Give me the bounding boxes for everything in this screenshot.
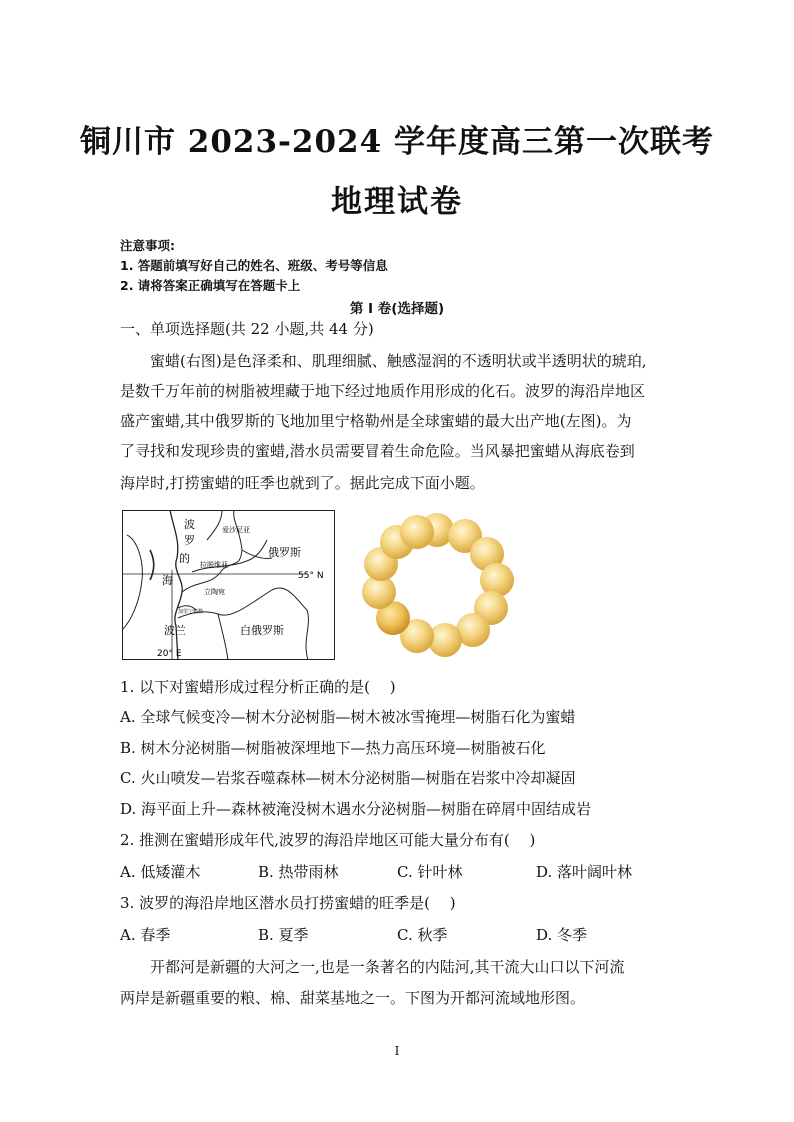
amber-bracelet-photo (345, 510, 530, 660)
map-label-sea: 波 (184, 518, 195, 531)
passage-line: 是数千万年前的树脂被埋藏于地下经过地质作用形成的化石。波罗的海沿岸地区 (120, 382, 646, 400)
map-label-russia: 俄罗斯 (268, 546, 301, 559)
question-option: B. 热带雨林 (258, 863, 339, 881)
question-option: C. 针叶林 (397, 863, 463, 881)
passage-line: 开都河是新疆的大河之一,也是一条著名的内陆河,其干流大山口以下河流 (120, 958, 625, 976)
map-label-poland: 波兰 (164, 624, 186, 637)
question-option: C. 秋季 (397, 926, 448, 944)
map-label-latvia: 拉脱维亚 (200, 561, 228, 569)
baltic-region-map (122, 510, 335, 660)
volume-heading: 第 I 卷(选择题) (349, 301, 445, 317)
passage-line: 了寻找和发现珍贵的蜜蜡,潜水员需要冒着生命危险。当风暴把蜜蜡从海底卷到 (120, 442, 635, 460)
map-label-sea: 海 (162, 574, 173, 587)
exam-subtitle: 地理试卷 (331, 184, 463, 220)
passage-line: 海岸时,打捞蜜蜡的旺季也就到了。据此完成下面小题。 (120, 474, 485, 492)
question-stem: 1. 以下对蜜蜡形成过程分析正确的是( ) (120, 678, 396, 696)
question-option: A. 春季 (120, 926, 171, 944)
passage-line: 两岸是新疆重要的粮、棉、甜菜基地之一。下图为开都河流域地形图。 (120, 989, 586, 1007)
notes-item: 1. 答题前填写好自己的姓名、班级、考号等信息 (120, 258, 388, 273)
section-heading: 一、单项选择题(共 22 小题,共 44 分) (120, 320, 374, 338)
map-label-longitude: 20° E (157, 649, 182, 659)
map-label-estonia: 爱沙尼亚 (222, 526, 250, 534)
notes-heading: 注意事项: (120, 238, 175, 253)
question-option: C. 火山喷发—岩浆吞噬森林—树木分泌树脂—树脂在岩浆中冷却凝固 (120, 769, 576, 787)
map-label-belarus: 白俄罗斯 (240, 624, 284, 637)
question-option: B. 夏季 (258, 926, 309, 944)
exam-title: 铜川市 2023-2024 学年度高三第一次联考 (79, 124, 714, 160)
notes-item: 2. 请将答案正确填写在答题卡上 (120, 278, 301, 293)
question-option: B. 树木分泌树脂—树脂被深埋地下—热力高压环境—树脂被石化 (120, 739, 546, 757)
question-option: D. 落叶阔叶林 (536, 863, 633, 881)
map-label-lithuania: 立陶宛 (204, 588, 225, 596)
passage-line: 盛产蜜蜡,其中俄罗斯的飞地加里宁格勒州是全球蜜蜡的最大出产地(左图)。为 (120, 412, 632, 430)
map-label-sea: 的 (179, 552, 190, 565)
question-option: D. 海平面上升—森林被淹没树木遇水分泌树脂—树脂在碎屑中固结成岩 (120, 800, 592, 818)
question-stem: 3. 波罗的海沿岸地区潜水员打捞蜜蜡的旺季是( ) (120, 894, 456, 912)
page-number: I (394, 1044, 400, 1058)
question-option: A. 全球气候变冷—树木分泌树脂—树木被冰雪掩埋—树脂石化为蜜蜡 (120, 708, 576, 726)
question-option: D. 冬季 (536, 926, 588, 944)
passage-line: 蜜蜡(右图)是色泽柔和、肌理细腻、触感湿润的不透明状或半透明状的琥珀, (120, 352, 647, 370)
map-label-kaliningrad: 加里宁格勒 (178, 609, 204, 615)
map-label-sea: 罗 (184, 534, 195, 547)
question-option: A. 低矮灌木 (120, 863, 201, 881)
map-label-latitude: 55° N (298, 571, 324, 581)
question-stem: 2. 推测在蜜蜡形成年代,波罗的海沿岸地区可能大量分布有( ) (120, 831, 536, 849)
